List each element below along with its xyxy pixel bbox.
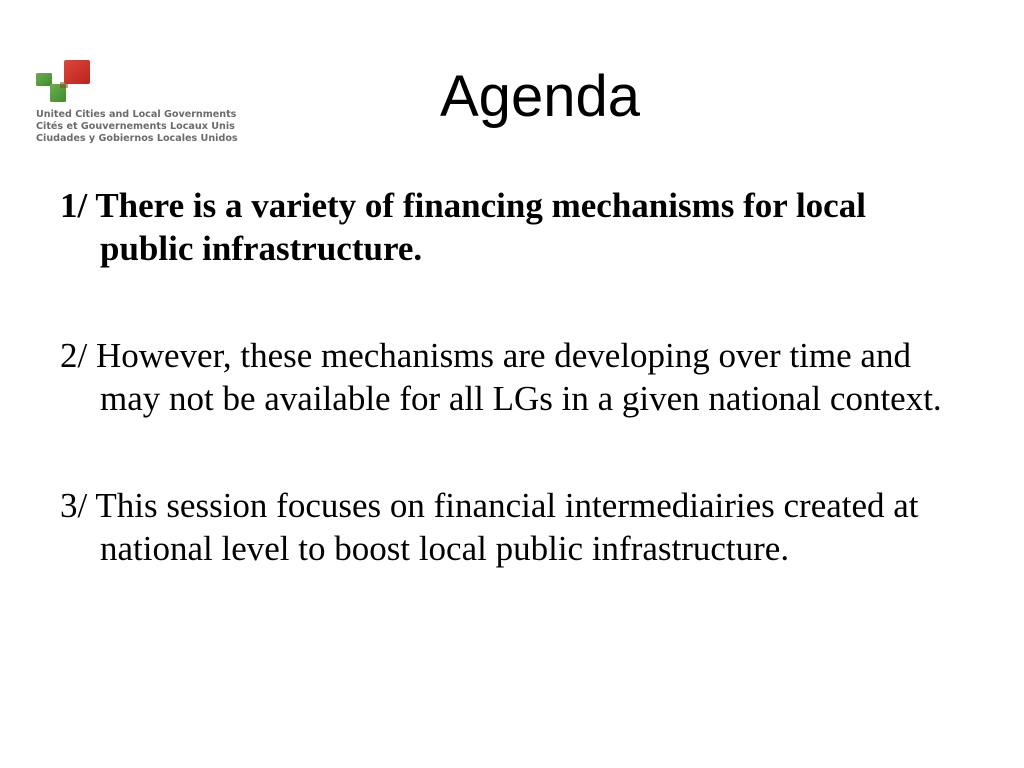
slide-title: Agenda [440, 64, 640, 129]
logo-mark-icon [36, 60, 92, 104]
agenda-list [60, 184, 960, 570]
logo-line-en: United Cities and Local Governments [36, 109, 237, 120]
logo-text [36, 109, 238, 145]
logo-line-fr: Cités et Gouvernements Locaux Unis [36, 121, 235, 132]
agenda-item-3: 3/ This session focuses on financial intermediairies created at national level to boost local public infrastructure. [60, 486, 919, 568]
ucl-logo [36, 60, 276, 155]
agenda-item-2: 2/ However, these mechanisms are developing over time and may not be available for all LGs in a given national context. [60, 336, 942, 418]
logo-line-es: Ciudades y Gobiernos Locales Unidos [36, 133, 238, 144]
agenda-item-1: 1/ There is a variety of financing mechanisms for local public infrastructure. [60, 186, 866, 268]
